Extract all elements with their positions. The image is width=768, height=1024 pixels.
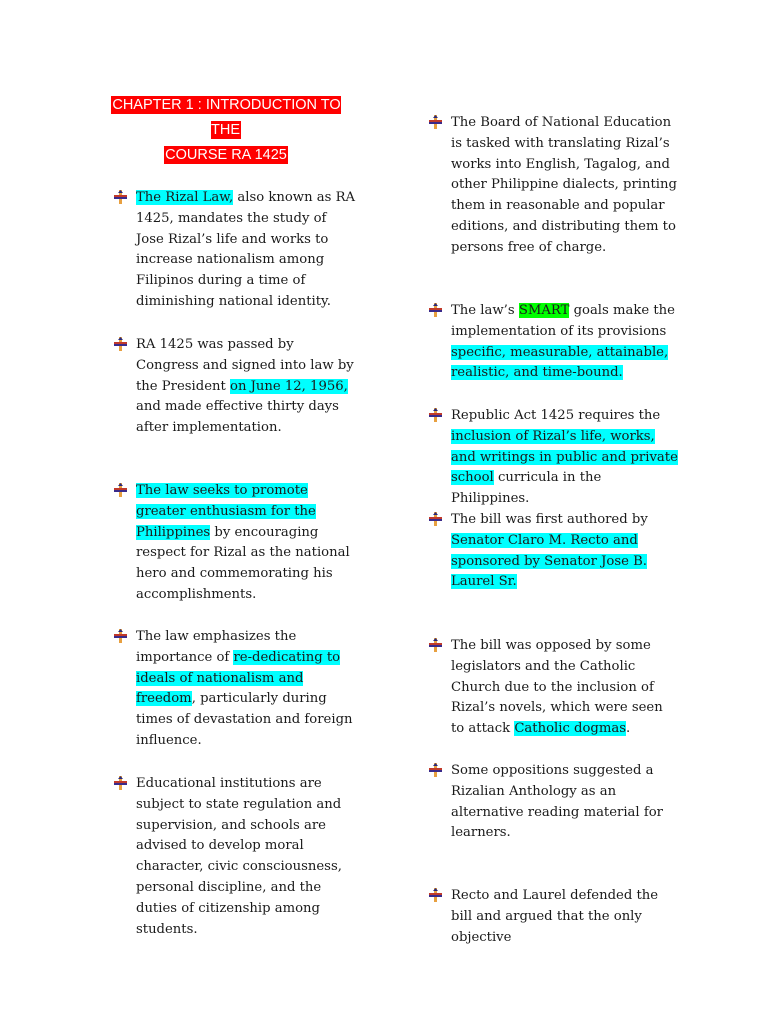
arrow-bullet-icon: [429, 512, 442, 526]
item-text: .: [625, 721, 631, 737]
item-highlight: Catholic dogmas: [514, 721, 626, 737]
item-text: Recto and Laurel defended the bill and argued that the only objective: [451, 888, 659, 945]
item-text: goals make the implementation of its provisions: [451, 303, 675, 339]
item-text: The bill was first authored by: [451, 512, 648, 527]
item-highlight: on June 12, 1956,: [230, 378, 348, 394]
list-item: [451, 113, 679, 259]
list-item: [451, 510, 679, 593]
arrow-bullet-icon: [114, 190, 127, 204]
arrow-bullet-icon: [114, 483, 127, 497]
item-highlight: re-dedicating to ideals of nationalism and freedom: [136, 649, 341, 707]
list-item: [451, 761, 679, 844]
list-item: [136, 188, 358, 313]
list-item: [451, 886, 679, 948]
item-text: curricula in the Philippines.: [451, 470, 602, 507]
arrow-bullet-icon: [114, 776, 127, 790]
list-item: [451, 406, 679, 510]
chapter-title-line1: CHAPTER 1 : INTRODUCTION TO THE: [112, 97, 341, 138]
item-text: The law emphasizes the importance of: [136, 629, 297, 665]
item-highlight: inclusion of Rizal’s life, works, and writings in public and private school: [451, 428, 678, 486]
item-text: The bill was opposed by some legislators and the Catholic Church due to the inclusion of Rizal’s novels, which were seen to attack: [451, 638, 663, 737]
list-item: [136, 774, 358, 940]
arrow-bullet-icon: [429, 303, 442, 317]
item-highlight-green: SMART: [518, 303, 570, 318]
arrow-bullet-icon: [429, 888, 442, 902]
item-text: RA 1425 was passed by Congress and signed into law by the President: [136, 337, 354, 394]
arrow-bullet-icon: [114, 629, 127, 643]
list-item: [136, 335, 358, 439]
list-item: [136, 627, 358, 752]
item-highlight: Senator Claro M. Recto and sponsored by Senator Jose B. Laurel Sr.: [451, 532, 647, 590]
item-text: Educational institutions are subject to state regulation and supervision, and schools are advised to develop moral character, civic consciousness, personal discipline, and the duties of citizenship among students.: [136, 776, 342, 937]
item-text: The law’s: [451, 303, 519, 318]
item-text: and made effective thirty days after implementation.: [136, 399, 339, 436]
list-item: [136, 481, 358, 606]
arrow-bullet-icon: [114, 337, 127, 351]
arrow-bullet-icon: [429, 115, 442, 129]
item-text: The Board of National Education is tasked with translating Rizal’s works into English, Tagalog, and other Philippine dialects, printing them in reasonable and popular editions, and distributing them to persons free of charge.: [451, 115, 677, 255]
list-item: [451, 301, 679, 384]
arrow-bullet-icon: [429, 408, 442, 422]
item-text: , particularly during times of devastation and foreign influence.: [136, 691, 353, 748]
chapter-title: [95, 93, 357, 168]
item-text: also known as RA 1425, mandates the study of Jose Rizal’s life and works to increase nationalism among Filipinos during a time of diminishing national identity.: [136, 190, 356, 309]
item-text: Republic Act 1425 requires the: [451, 408, 661, 423]
item-text: Some oppositions suggested a Rizalian Anthology as an alternative reading material for learners.: [451, 763, 663, 841]
arrow-bullet-icon: [429, 763, 442, 777]
chapter-title-line2: COURSE RA 1425: [165, 147, 287, 163]
arrow-bullet-icon: [429, 638, 442, 652]
item-highlight: The law seeks to promote greater enthusiasm for the Philippines: [136, 483, 316, 540]
item-highlight: The Rizal Law,: [136, 190, 234, 205]
list-item: [451, 636, 679, 740]
item-text: by encouraging respect for Rizal as the national hero and commemorating his accomplishments.: [136, 524, 350, 602]
item-highlight: specific, measurable, attainable, realistic, and time-bound.: [451, 344, 669, 381]
